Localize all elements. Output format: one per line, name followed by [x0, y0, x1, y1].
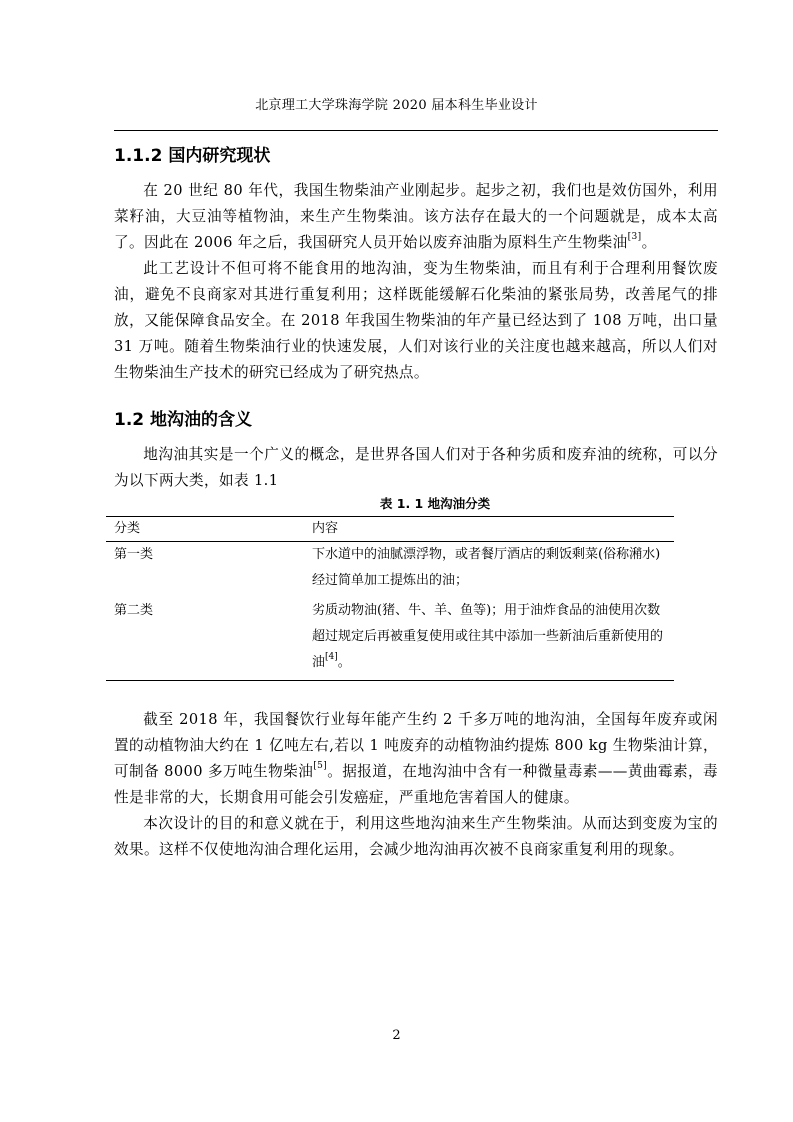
column-header-content: 内容 — [304, 517, 674, 542]
paragraph-purpose: 本次设计的目的和意义就在于，利用这些地沟油来生产生物柴油。从而达到变废为宝的效果。这样不仅使地沟油合理化运用，会减少地沟油再次被不良商家重复利用的现象。 — [114, 815, 718, 858]
table-header-row — [106, 517, 674, 542]
table-caption: 表 1. 1 地沟油分类 — [379, 496, 491, 511]
running-header: 北京理工大学珠海学院 2020 届本科生毕业设计 — [255, 98, 538, 113]
column-header-category: 分类 — [106, 517, 304, 542]
paragraph-text-end: 。据报道，在地沟油中含有一种微量毒素——黄曲霉素，毒性是非常的大，长期食用可能会引发癌症，严重地危害着国人的健康。 — [114, 763, 718, 806]
table-cell-category: 第一类 — [114, 547, 154, 562]
table-cell-content — [304, 542, 674, 595]
table-cell-content — [304, 594, 674, 681]
page-content — [114, 138, 718, 863]
paragraph-domestic-history — [114, 178, 718, 256]
paragraph-definition: 地沟油其实是一个广义的概念，是世界各国人们对于各种劣质和废弃油的统称，可以分为以下两大类，如表 1.1 — [114, 446, 718, 489]
page-number: 2 — [392, 1028, 401, 1043]
section-heading-1-2: 1.2 地沟油的含义 — [114, 410, 253, 430]
table-row — [106, 594, 674, 681]
header-rule — [114, 130, 718, 131]
cell-text-end: 。 — [337, 655, 351, 670]
paragraph-text: 在 20 世纪 80 年代，我国生物柴油产业刚起步。起步之初，我们也是效仿国外，利用菜籽油，大豆油等植物油，来生产生物柴油。该方法存在最大的一个问题就是，成本太高了。因此在 2006 年之后，我国研究人员开始以废弃油脂为原料生产生物柴油 — [114, 182, 718, 251]
citation-ref[interactable]: [5] — [313, 761, 328, 771]
cell-text: 下水道中的油腻漂浮物，或者餐厅酒店的剩饭剩菜(俗称潲水)经过简单加工提炼出的油； — [312, 547, 661, 588]
paragraph-process-benefits: 此工艺设计不但可将不能食用的地沟油，变为生物柴油，而且有利于合理利用餐饮废油，避免不良商家对其进行重复利用；这样既能缓解石化柴油的紧张局势，改善尾气的排放，又能保障食品安全。在 2018 年我国生物柴油的年产量已经达到了 108 万吨，出口量 31 万吨。随着生物柴油行业的快速发展，人们对该行业的关注度也越来越高，所以人们对生物柴油生产技术的研究已经成为了研究热点。 — [114, 260, 718, 381]
table-row — [106, 542, 674, 595]
paragraph-text: 截至 2018 年，我国餐饮行业每年能产生约 2 千多万吨的地沟油，全国每年废弃或闲置的动植物油大约在 1 亿吨左右,若以 1 吨废弃的动植物油约提炼 800 kg 生物柴油计算，可制备 8000 多万吨生物柴油 — [114, 711, 718, 780]
paragraph-statistics — [114, 707, 718, 811]
cell-text: 劣质动物油(猪、牛、羊、鱼等)；用于油炸食品的油使用次数超过规定后再被重复使用或往其中添加一些新油后重新使用的油 — [312, 603, 664, 670]
citation-ref[interactable]: [3] — [627, 232, 642, 242]
section-heading-1-1-2: 1.1.2 国内研究现状 — [114, 146, 271, 166]
classification-table — [106, 516, 674, 681]
paragraph-text-end: 。 — [641, 234, 657, 251]
citation-ref[interactable]: [4] — [325, 652, 338, 662]
table-cell-category: 第二类 — [106, 594, 304, 681]
